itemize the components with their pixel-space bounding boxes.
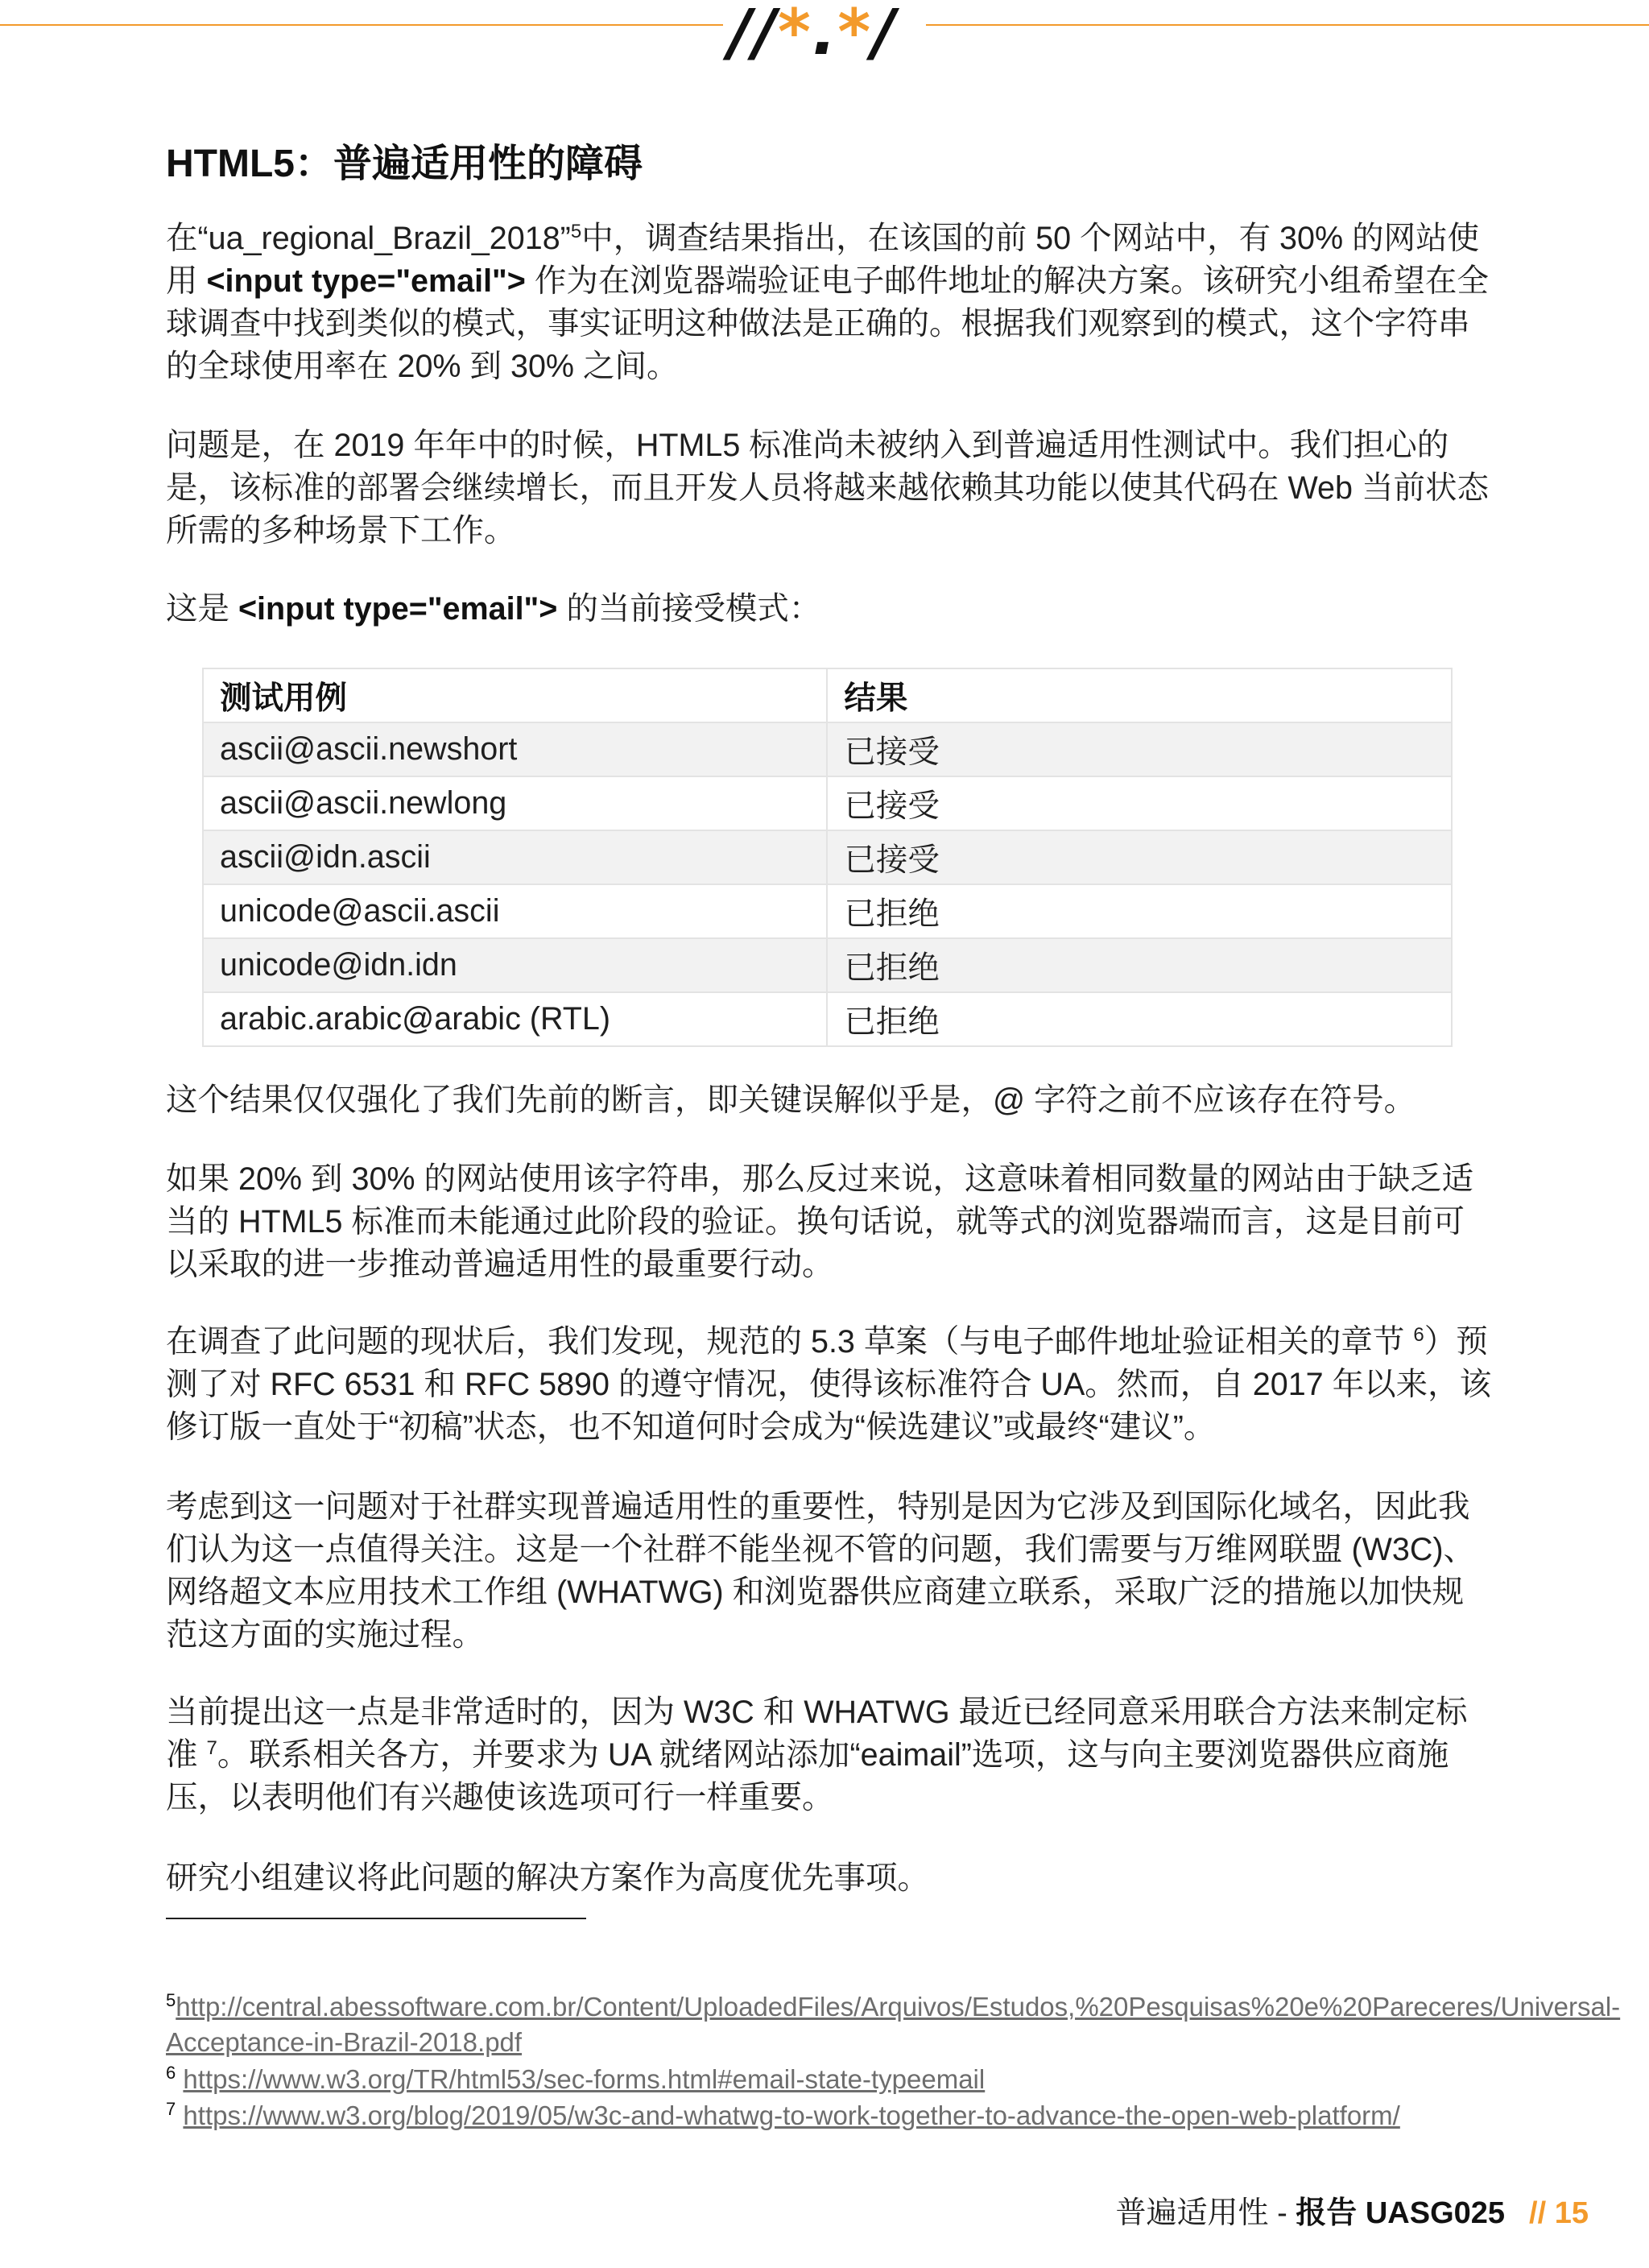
footnote-separator — [166, 1918, 586, 1919]
page-number: // 15 — [1529, 2196, 1589, 2230]
header-rule-left — [0, 24, 723, 26]
page-footer — [1116, 2187, 1589, 2232]
paragraph-8: 当前提出这一点是非常适时的，因为 W3C 和 WHATWG 最近已经同意采用联合方法来制定标准 $^7$。联系相关各方，并要求为 UA 就绪网站添加“eaimail”选项，这与向主要浏览器供应商施压，以表明他们有兴趣使该选项可行一样重要。 — [166, 1695, 1468, 1815]
acceptance-table — [202, 668, 1453, 1047]
result-cell: 已拒绝 — [827, 884, 1452, 938]
footnote-ref-7[interactable]: 7 — [206, 1736, 217, 1759]
table-header-test-case: 测试用例 — [203, 668, 827, 722]
paragraph-9: 研究小组建议将此问题的解决方案作为高度优先事项。 — [166, 1860, 929, 1896]
result-cell: 已接受 — [827, 776, 1452, 830]
code-input-email: <input type="email"> — [238, 591, 558, 627]
footnote-ref-6[interactable]: 6 — [1413, 1323, 1424, 1346]
test-case-cell: ascii@ascii.newlong — [203, 776, 827, 830]
result-cell: 已接受 — [827, 830, 1452, 884]
paragraph-2: 问题是，在 2019 年年中的时候，HTML5 标准尚未被纳入到普遍适用性测试中。我们担心的是，该标准的部署会继续增长，而且开发人员将越来越依赖其功能以使其代码在 Web 当前状态所需的多种场景下工作。 — [166, 428, 1489, 548]
paragraph-5: 如果 20% 到 30% 的网站使用该字符串，那么反过来说，这意味着相同数量的网站由于缺乏适当的 HTML5 标准而未能通过此阶段的验证。换句话说，就等式的浏览器端而言，这是目前可以采取的进一步推动普遍适用性的最重要行动。 — [166, 1161, 1474, 1282]
table-header-result: 结果 — [827, 668, 1452, 722]
table-row — [203, 830, 1452, 884]
footnote-ref-5[interactable]: 5 — [570, 220, 582, 242]
table-row — [203, 938, 1452, 992]
paragraph-1: 在“ua_regional_Brazil_2018”$^5$中，调查结果指出，在该国的前 50 个网站中，有 30% 的网站使用 <input type="email"> 作为在浏览器端验证电子邮件地址的解决方案。该研究小组希望在全球调查中找到类似的模式，事实证明这种做法是正确的。根据我们观察到的模式，这个字符串的全球使用率在 20% 到 30% 之间。 — [166, 220, 1489, 384]
header-rule-right — [926, 24, 1649, 26]
result-cell: 已拒绝 — [827, 992, 1452, 1046]
footnote-link-6[interactable]: https://www.w3.org/TR/html53/sec-forms.html#email-state-typeemail — [183, 2064, 986, 2094]
code-input-email: <input type="email"> — [206, 263, 526, 299]
footnote-link-5[interactable]: http://central.abessoftware.com.br/Content/UploadedFiles/Arquivos/Estudos,%20Pesquisas%20e%20Pareceres/Universal-Acceptance-in-Brazil-2018.pdf — [166, 1992, 1621, 2057]
table-row — [203, 992, 1452, 1046]
table-row — [203, 884, 1452, 938]
table-row — [203, 722, 1452, 776]
result-cell: 已接受 — [827, 722, 1452, 776]
result-cell: 已拒绝 — [827, 938, 1452, 992]
table-row — [203, 776, 1452, 830]
test-case-cell: ascii@ascii.newshort — [203, 722, 827, 776]
footnote-link-7[interactable]: https://www.w3.org/blog/2019/05/w3c-and-whatwg-to-work-together-to-advance-the-open-web-platform/ — [183, 2100, 1400, 2130]
test-case-cell: arabic.arabic@arabic (RTL) — [203, 992, 827, 1046]
test-case-cell: ascii@idn.ascii — [203, 830, 827, 884]
page-title: HTML5：普遍适用性的障碍 — [166, 143, 643, 185]
paragraph-6: 在调查了此问题的现状后，我们发现，规范的 5.3 草案（与电子邮件地址验证相关的章节 $^6$）预测了对 RFC 6531 和 RFC 5890 的遵守情况，使得该标准符合 UA。然而，自 2017 年以来，该修订版一直处于“初稿”状态，也不知道何时会成为“候选建议”或最终“建议”。 — [166, 1323, 1492, 1445]
footnote-6: $^6$ https://www.w3.org/TR/html53/sec-forms.html#email-state-typeemail — [166, 2063, 986, 2094]
footnote-7: $^7$ https://www.w3.org/blog/2019/05/w3c-and-whatwg-to-work-together-to-advance-the-open-web-platform/ — [166, 2099, 1400, 2130]
test-case-cell: unicode@ascii.ascii — [203, 884, 827, 938]
paragraph-4: 这个结果仅仅强化了我们先前的断言，即关键误解似乎是，@ 字符之前不应该存在符号。 — [166, 1082, 1416, 1118]
paragraph-7: 考虑到这一问题对于社群实现普遍适用性的重要性，特别是因为它涉及到国际化域名，因此我们认为这一点值得关注。这是一个社群不能坐视不管的问题，我们需要与万维网联盟 (W3C)、网络超文本应用技术工作组 (WHATWG) 和浏览器供应商建立联系，采取广泛的措施以加快规范这方面的实施过程。 — [166, 1489, 1476, 1653]
table-header-row — [203, 668, 1452, 722]
footer-label: 普遍适用性 - — [1115, 2196, 1296, 2230]
header-logo: //*.*/ — [729, 0, 897, 69]
paragraph-3: 这是 <input type="email"> 的当前接受模式： — [166, 591, 821, 627]
footer-report-id: 报告 UASG025 — [1296, 2196, 1506, 2230]
footnote-5: $^5$http://central.abessoftware.com.br/Content/UploadedFiles/Arquivos/Estudos,%20Pesquisas%20e%20Pareceres/Universal-Acceptance-in-Brazil-2018.pdf — [166, 1990, 1621, 2057]
test-case-cell: unicode@idn.idn — [203, 938, 827, 992]
